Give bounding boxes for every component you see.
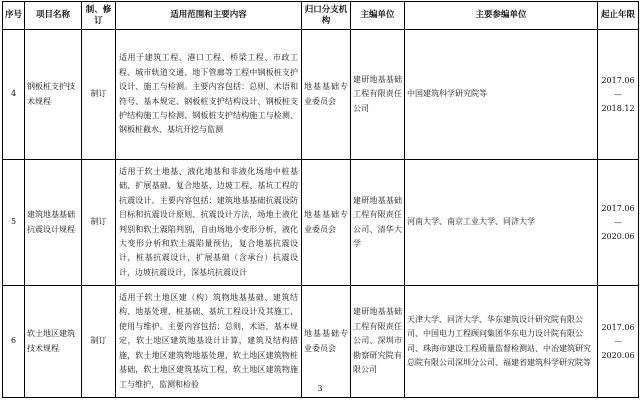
header-editor: 主编单位 [351,2,405,30]
header-period: 起止年限 [598,2,639,30]
row-scope: 适用于建筑工程、港口工程、桥梁工程、市政工程、城市轨道交通、地下管廊等工程中钢板桩支护设计、施工与检测。主要内容包括：总则、术语和符号、基本规定、钢板桩支护结构设计、钢板桩支护结构施工与检测、钢板桩支护结构施工与检测、钢板桩截水、基坑开挖与监测 [116,30,302,160]
period-separator: — [614,217,622,227]
row-participants: 河南大学、南京工业大学、同济大学 [405,160,598,286]
header-committee: 归口分支机构 [302,2,351,30]
row-scope: 适用于软土地区建（构）筑物地基基础、建筑结构、地基处理、桩基础、基坑工程设计及其施工、使用与维护。主要内容包括：总则，术语，基本规定，软土地区建筑地基设计计算，建筑及结构措施，软土地区建筑物地基处理，软土地区建筑物桩基础，软土地区建筑基坑工程，软土地区建筑物施工与维护，监测和检验 [116,286,302,398]
period-end: 2020.06 [601,350,635,360]
period-end: 2018.12 [601,103,635,113]
row-type: 制订 [82,160,116,286]
period-start: 2017.06 [601,322,635,332]
row-editor: 建研地基基础工程有限责任公司、清华大学 [351,160,405,286]
header-seq: 序号 [3,2,25,30]
header-scope: 适用范围和主要内容 [116,2,302,30]
row-period [598,30,639,160]
row-name: 钢板桩支护技术规程 [25,30,82,160]
row-editor: 建研地基基础工程有限责任公司、深圳市勘察研究院有限公司 [351,286,405,398]
period-start: 2017.06 [601,75,635,85]
row-period [598,160,639,286]
row-period [598,286,639,398]
row-seq: 6 [3,286,25,398]
row-committee: 地基基础专业委员会 [302,30,351,160]
period-separator: — [614,89,622,99]
header-row [3,2,639,30]
header-type: 制、修订 [82,2,116,30]
row-type: 制订 [82,30,116,160]
table-row [3,160,639,286]
row-name: 软土地区建筑技术规程 [25,286,82,398]
header-name: 项目名称 [25,2,82,30]
row-scope: 适用于软土地基、液化地基和非液化场地中桩基础、扩展基础、复合地基、边坡工程、基坑工程的抗震设计。主要内容包括：建筑地基基础抗震设防目标和抗震设计原则、抗震设计方法，场地土液化判别和软土震陷判别，自由场地小变形分析，液化大变形分析和软土震陷量预估，复合地基抗震设计，桩基抗震设计，扩展基础（含承台）抗震设计，边坡抗震设计，深基坑抗震设计 [116,160,302,286]
row-type: 制订 [82,286,116,398]
period-end: 2020.06 [601,231,635,241]
standards-table [2,1,639,398]
header-participants: 主要参编单位 [405,2,598,30]
row-participants: 天津大学、同济大学、华东建筑设计研究院有限公司、中国电力工程顾问集团华东电力设计院有限公司、珠海市建设工程质量监督检测站、中冶建筑研究总院有限公司深圳分公司、福建省建筑科学研究院等 [405,286,598,398]
row-committee: 地基基础专业委员会 [302,286,351,398]
table-row [3,30,639,160]
page-number: 3 [317,384,323,393]
table-row [3,286,639,398]
row-editor: 建研地基基础工程有限责任公司 [351,30,405,160]
row-seq: 4 [3,30,25,160]
row-seq: 5 [3,160,25,286]
row-name: 建筑地基基础抗震设计规程 [25,160,82,286]
row-participants: 中国建筑科学研究院等 [405,30,598,160]
period-separator: — [614,336,622,346]
period-start: 2017.06 [601,203,635,213]
row-committee: 地基基础专业委员会 [302,160,351,286]
